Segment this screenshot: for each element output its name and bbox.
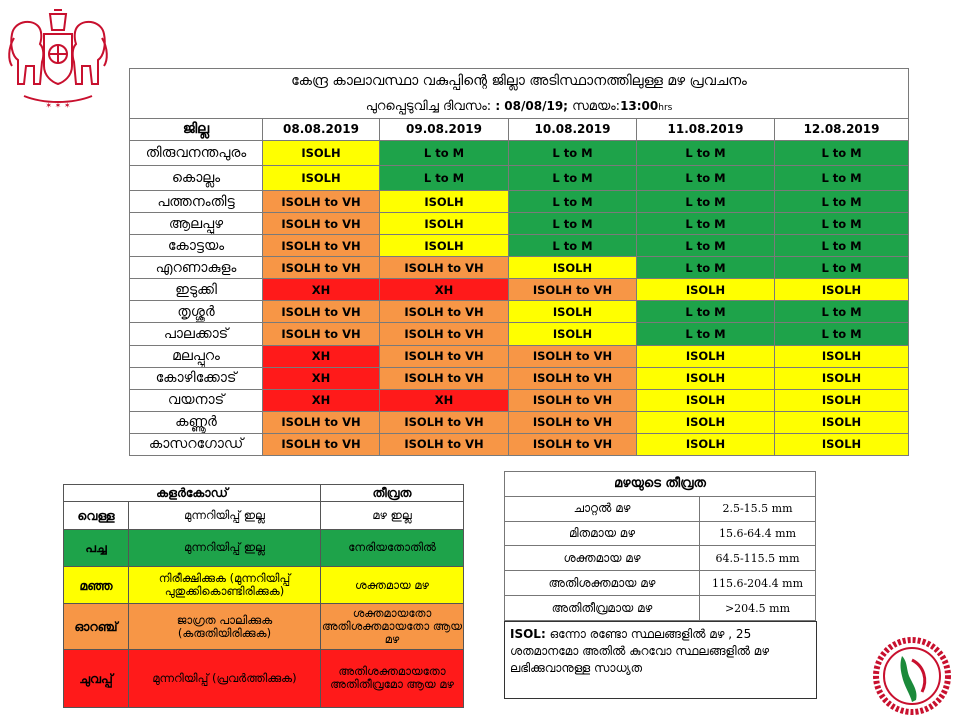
forecast-row	[130, 235, 909, 257]
intensity-label: ചാറ്റൽ മഴ	[505, 496, 700, 521]
legend-intensity: ശക്തമായതോ അതിശക്തമായതോ ആയ മഴ	[321, 604, 464, 650]
issued-date: : 08/08/19;	[495, 98, 568, 113]
district-name: എറണാകുളം	[130, 257, 263, 279]
district-name: കൊല്ലം	[130, 165, 263, 190]
forecast-row	[130, 323, 909, 345]
forecast-cell: XH	[263, 389, 380, 411]
district-name: തിരുവനന്തപുരം	[130, 140, 263, 165]
intensity-range: 64.5-115.5 mm	[700, 546, 816, 571]
forecast-cell: L to M	[775, 323, 909, 345]
intensity-row	[505, 496, 816, 521]
forecast-cell: XH	[380, 279, 509, 301]
forecast-cell: ISOLH to VH	[509, 345, 637, 367]
intensity-label: മിതമായ മഴ	[505, 521, 700, 546]
legend-meaning: മുന്നറിയിപ്പ് (പ്രവർത്തിക്കുക)	[129, 649, 321, 707]
forecast-cell: L to M	[775, 140, 909, 165]
date-column-header: 12.08.2019	[775, 119, 909, 140]
date-column-header: 10.08.2019	[509, 119, 637, 140]
legend-intensity: മഴ ഇല്ല	[321, 501, 464, 529]
forecast-cell: ISOLH to VH	[380, 323, 509, 345]
forecast-cell: XH	[263, 367, 380, 389]
intensity-label: അതിതീവ്രമായ മഴ	[505, 596, 700, 621]
forecast-cell: XH	[263, 345, 380, 367]
forecast-cell: ISOLH to VH	[509, 411, 637, 433]
forecast-cell: ISOLH to VH	[263, 323, 380, 345]
legend-intensity: നേരിയതോതിൽ	[321, 529, 464, 566]
legend-meaning: മുന്നറിയിപ്പ് ഇല്ല	[129, 501, 321, 529]
district-name: ആലപ്പുഴ	[130, 213, 263, 235]
forecast-row	[130, 345, 909, 367]
legend-meaning: ജാഗ്രത പാലിക്കുക (കരുതിയിരിക്കുക)	[129, 604, 321, 650]
issued-label: പുറപ്പെടുവിച്ച ദിവസം:	[365, 98, 492, 114]
forecast-cell: L to M	[637, 140, 775, 165]
forecast-row	[130, 301, 909, 323]
legend-row	[64, 649, 464, 707]
forecast-cell: ISOLH	[775, 433, 909, 455]
forecast-cell: ISOLH to VH	[263, 213, 380, 235]
forecast-cell: ISOLH to VH	[263, 235, 380, 257]
forecast-cell: ISOLH	[775, 345, 909, 367]
forecast-cell: ISOLH	[380, 235, 509, 257]
forecast-row	[130, 411, 909, 433]
forecast-cell: ISOLH to VH	[380, 367, 509, 389]
intensity-title: മഴയുടെ തീവ്രത	[505, 472, 816, 497]
legend-intensity: ശക്തമായ മഴ	[321, 566, 464, 603]
forecast-cell: ISOLH	[263, 140, 380, 165]
date-column-header: 11.08.2019	[637, 119, 775, 140]
legend-intensity-header: തീവ്രത	[321, 485, 464, 502]
intensity-range: 2.5-15.5 mm	[700, 496, 816, 521]
intensity-range: 15.6-64.4 mm	[700, 521, 816, 546]
forecast-cell: ISOLH	[509, 301, 637, 323]
legend-color-name: വെള്ള	[64, 501, 129, 529]
kerala-government-emblem	[4, 4, 112, 112]
forecast-cell: ISOLH to VH	[263, 257, 380, 279]
district-name: കോട്ടയം	[130, 235, 263, 257]
legend-row	[64, 501, 464, 529]
forecast-cell: L to M	[509, 140, 637, 165]
forecast-cell: ISOLH to VH	[380, 411, 509, 433]
district-name: മലപ്പുറം	[130, 345, 263, 367]
forecast-cell: L to M	[637, 190, 775, 212]
forecast-cell: ISOLH	[637, 345, 775, 367]
isol-note	[504, 621, 817, 699]
forecast-cell: L to M	[637, 301, 775, 323]
forecast-cell: ISOLH to VH	[263, 411, 380, 433]
legend-color-header: കളർകോഡ്	[64, 485, 321, 502]
forecast-cell: L to M	[509, 213, 637, 235]
forecast-cell: ISOLH	[637, 279, 775, 301]
date-column-header: 08.08.2019	[263, 119, 380, 140]
color-code-legend-table	[63, 484, 464, 708]
forecast-cell: ISOLH	[775, 279, 909, 301]
isol-note-prefix: ISOL:	[510, 627, 546, 641]
district-name: ഇടുക്കി	[130, 279, 263, 301]
date-column-header: 09.08.2019	[380, 119, 509, 140]
forecast-cell: XH	[263, 279, 380, 301]
district-column-header: ജില്ല	[130, 119, 263, 140]
district-name: കണ്ണൂർ	[130, 411, 263, 433]
intensity-range: 115.6-204.4 mm	[700, 571, 816, 596]
issue-datetime	[130, 94, 909, 119]
forecast-cell: L to M	[380, 140, 509, 165]
forecast-cell: ISOLH	[637, 389, 775, 411]
forecast-title: കേന്ദ്ര കാലാവസ്ഥാ വകുപ്പിന്റെ ജില്ലാ അടിസ്ഥാനത്തിലുള്ള മഴ പ്രവചനം	[130, 69, 909, 94]
forecast-cell: ISOLH to VH	[509, 279, 637, 301]
forecast-cell: L to M	[775, 301, 909, 323]
forecast-cell: ISOLH to VH	[263, 433, 380, 455]
forecast-cell: L to M	[637, 235, 775, 257]
forecast-cell: ISOLH to VH	[380, 345, 509, 367]
district-name: വയനാട്	[130, 389, 263, 411]
forecast-cell: ISOLH	[775, 367, 909, 389]
forecast-header-row	[130, 119, 909, 140]
forecast-row	[130, 213, 909, 235]
forecast-cell: ISOLH	[637, 411, 775, 433]
forecast-cell: L to M	[775, 213, 909, 235]
forecast-cell: ISOLH	[637, 433, 775, 455]
forecast-cell: ISOLH	[775, 411, 909, 433]
intensity-label: അതിശക്തമായ മഴ	[505, 571, 700, 596]
intensity-range: >204.5 mm	[700, 596, 816, 621]
time-label: സമയം:	[572, 98, 621, 114]
forecast-cell: ISOLH to VH	[263, 190, 380, 212]
intensity-row	[505, 546, 816, 571]
forecast-cell: ISOLH to VH	[509, 367, 637, 389]
district-name: പാലക്കാട്	[130, 323, 263, 345]
legend-row	[64, 566, 464, 603]
forecast-row	[130, 367, 909, 389]
forecast-cell: L to M	[637, 257, 775, 279]
forecast-cell: ISOLH	[263, 165, 380, 190]
district-name: തൃശ്ശൂർ	[130, 301, 263, 323]
legend-color-name: ചുവപ്പ്	[64, 649, 129, 707]
legend-row	[64, 529, 464, 566]
legend-color-name: പച്ച	[64, 529, 129, 566]
legend-meaning: മുന്നറിയിപ്പ് ഇല്ല	[129, 529, 321, 566]
district-rainfall-forecast-table	[129, 68, 909, 456]
time-value: 13:00	[620, 98, 659, 113]
forecast-cell: ISOLH	[380, 190, 509, 212]
forecast-row	[130, 190, 909, 212]
legend-color-name: ഓറഞ്ച്	[64, 604, 129, 650]
forecast-cell: L to M	[509, 235, 637, 257]
forecast-cell: L to M	[775, 190, 909, 212]
legend-row	[64, 604, 464, 650]
forecast-cell: ISOLH	[509, 323, 637, 345]
forecast-cell: L to M	[637, 323, 775, 345]
rain-intensity-table	[504, 471, 816, 621]
forecast-cell: ISOLH to VH	[263, 301, 380, 323]
forecast-cell: ISOLH to VH	[380, 257, 509, 279]
forecast-cell: ISOLH to VH	[509, 389, 637, 411]
legend-color-name: മഞ്ഞ	[64, 566, 129, 603]
legend-meaning: നിരീക്ഷിക്കുക (മുന്നറിയിപ്പ് പുതുക്കികൊണ്ടിരിക്കുക)	[129, 566, 321, 603]
isol-note-text: ഒന്നോ രണ്ടോ സ്ഥലങ്ങളിൽ മഴ , 25 ശതമാനമോ അതിൽ കുറവോ സ്ഥലങ്ങളിൽ മഴ ലഭിക്കുവാനുള്ള സാധ്യത	[510, 627, 770, 675]
disaster-management-authority-logo	[872, 636, 952, 716]
forecast-row	[130, 389, 909, 411]
forecast-cell: ISOLH	[509, 257, 637, 279]
forecast-cell: ISOLH	[775, 389, 909, 411]
forecast-cell: L to M	[637, 165, 775, 190]
district-name: കോഴിക്കോട്	[130, 367, 263, 389]
forecast-row	[130, 279, 909, 301]
intensity-row	[505, 571, 816, 596]
forecast-row	[130, 165, 909, 190]
forecast-row	[130, 433, 909, 455]
forecast-row	[130, 257, 909, 279]
intensity-label: ശക്തമായ മഴ	[505, 546, 700, 571]
district-name: പത്തനംതിട്ട	[130, 190, 263, 212]
intensity-row	[505, 596, 816, 621]
forecast-row	[130, 140, 909, 165]
time-unit: hrs	[658, 102, 673, 113]
forecast-cell: ISOLH	[380, 213, 509, 235]
forecast-cell: ISOLH	[637, 367, 775, 389]
legend-intensity: അതിശക്തമായതോ അതിതീവ്രമോ ആയ മഴ	[321, 649, 464, 707]
forecast-cell: ISOLH to VH	[380, 433, 509, 455]
forecast-cell: L to M	[509, 190, 637, 212]
forecast-cell: L to M	[509, 165, 637, 190]
forecast-cell: L to M	[775, 235, 909, 257]
forecast-cell: XH	[380, 389, 509, 411]
forecast-cell: L to M	[380, 165, 509, 190]
forecast-cell: L to M	[637, 213, 775, 235]
district-name: കാസറഗോഡ്	[130, 433, 263, 455]
forecast-cell: L to M	[775, 257, 909, 279]
forecast-cell: L to M	[775, 165, 909, 190]
svg-text:✶ ✶ ✶: ✶ ✶ ✶	[45, 101, 71, 110]
intensity-row	[505, 521, 816, 546]
forecast-cell: ISOLH to VH	[509, 433, 637, 455]
forecast-cell: ISOLH to VH	[380, 301, 509, 323]
